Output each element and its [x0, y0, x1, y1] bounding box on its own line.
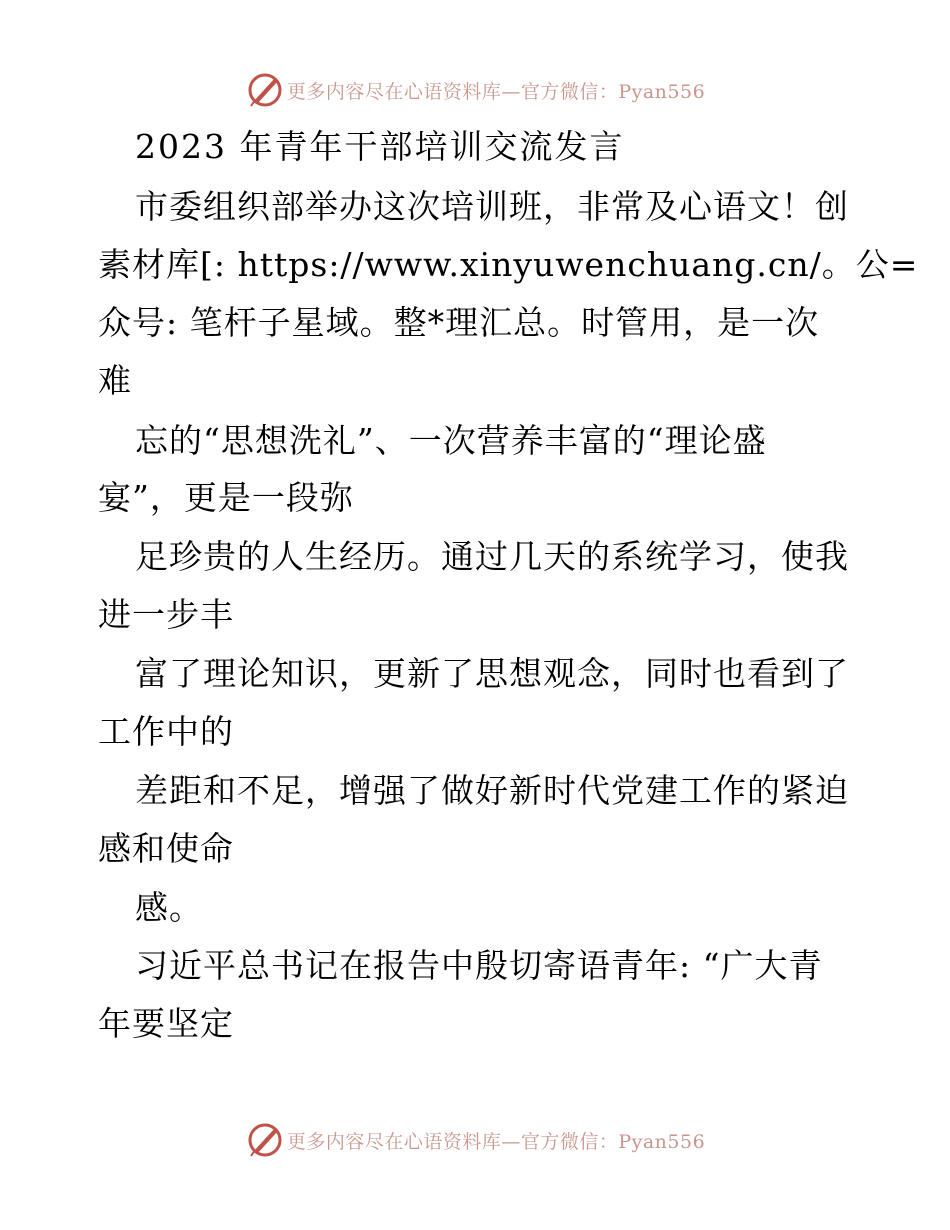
body-line: 工作中的 [98, 712, 234, 751]
body-line: 市委组织部举办这次培训班，非常及心语文！创 [135, 187, 849, 226]
quill-logo-icon [245, 70, 285, 110]
body-line: 习近平总书记在报告中殷切寄语青年: “广大青 [135, 946, 823, 985]
document-title: 2023 年青年干部培训交流发言 [135, 127, 625, 166]
body-line: 进一步丰 [98, 595, 234, 634]
body-line: 差距和不足，增强了做好新时代党建工作的紧迫 [135, 771, 849, 810]
body-line: 感。 [135, 888, 203, 927]
header-watermark-banner [0, 68, 950, 112]
body-line: 忘的“思想洗礼”、一次营养丰富的“理论盛 [135, 421, 767, 460]
body-line: 宴”，更是一段弥 [98, 478, 354, 517]
body-line: 众号: 笔杆子星域。整*理汇总。时管用，是一次 [98, 303, 820, 342]
body-line: 年要坚定 [98, 1004, 234, 1043]
body-line: 难 [98, 361, 132, 400]
footer-watermark-banner [0, 1118, 950, 1162]
header-watermark-text: 更多内容尽在心语资料库—官方微信：Pyan556 [286, 80, 706, 103]
body-line: 足珍贵的人生经历。通过几天的系统学习，使我 [135, 537, 849, 576]
body-line: 感和使命 [98, 829, 234, 868]
footer-watermark-text: 更多内容尽在心语资料库—官方微信：Pyan556 [286, 1130, 706, 1153]
body-line: 素材库[: https://www.xinyuwenchuang.cn/。公= [98, 245, 919, 284]
body-line: 富了理论知识，更新了思想观念，同时也看到了 [135, 654, 849, 693]
quill-logo-icon [245, 1120, 285, 1160]
